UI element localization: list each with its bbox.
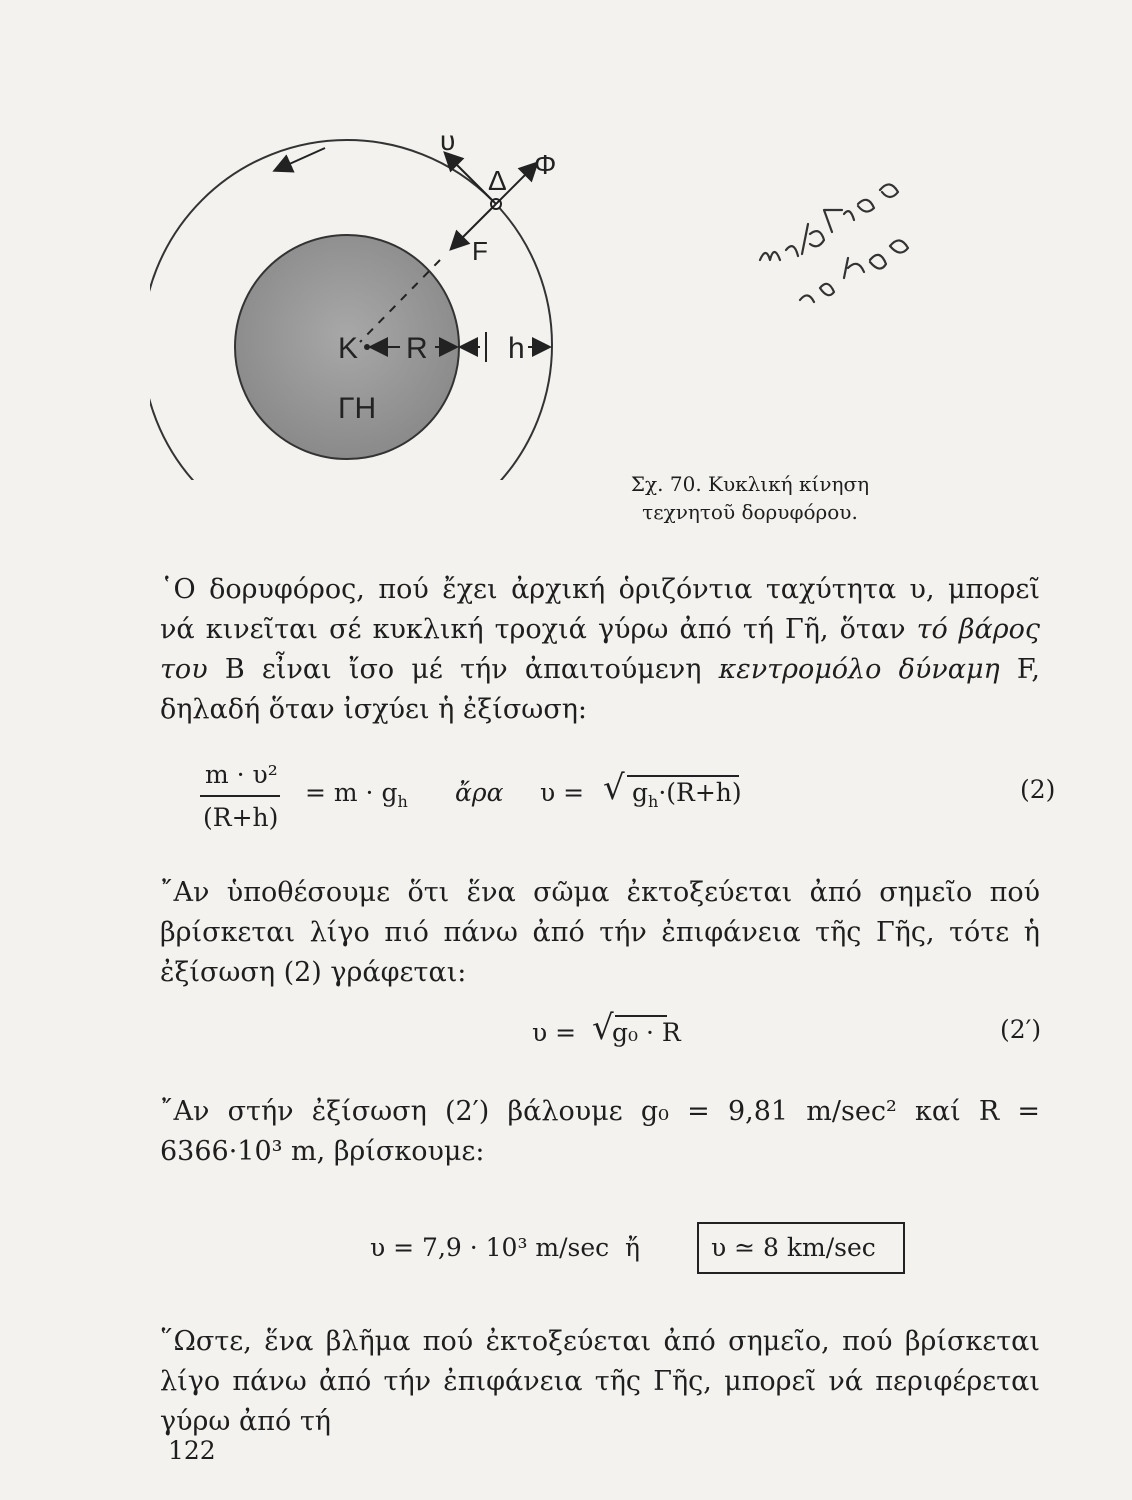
equation-denominator: (R+h) bbox=[203, 803, 279, 832]
label-radius: R bbox=[406, 332, 428, 365]
result-or: ἤ bbox=[625, 1233, 640, 1262]
g-subscript-h: h bbox=[397, 792, 408, 811]
center-point bbox=[364, 344, 370, 350]
paragraph-substitution: ῎Αν στήν ἐξίσωση (2′) βάλουμε g₀ = 9,81 m/sec² καί R = 6366·10³ m, βρίσκουμε: bbox=[160, 1096, 1040, 1167]
equation-number-2: (2) bbox=[1020, 775, 1056, 804]
figure-caption: Σχ. 70. Κυκλική κίνηση τεχνητοῦ δορυφόρου. bbox=[630, 472, 870, 524]
orbit-direction-arrow bbox=[276, 148, 325, 170]
text-run: ῾Ο δορυφόρος, πού ἔχει ἀρχική ὁριζόντια ταχύτητα υ, μπορεῖ νά κινεῖται σέ κυκλική τροχιά γύρω ἀπό τή Γῆ, ὅταν bbox=[160, 574, 1040, 645]
result-value: υ = 7,9 · 10³ m/sec bbox=[370, 1233, 610, 1262]
text-run: F, δηλαδή ὅταν ἰσχύει ἡ ἐξίσωση: bbox=[160, 654, 1040, 725]
equation2p-radicand: g₀ · R bbox=[612, 1018, 681, 1047]
page-number: 122 bbox=[168, 1436, 216, 1465]
paragraph-conclusion: ῞Ωστε, ἕνα βλῆμα πού ἐκτοξεύεται ἀπό σημεῖο, πού βρίσκεται λίγο πάνω ἀπό τήν ἐπιφάνεια τῆς Γῆς, μπορεῖ νά περιφέρεται γύρω ἀπό τή bbox=[160, 1326, 1040, 1437]
label-earth: ΓΗ bbox=[338, 392, 377, 425]
italic-phrase: τό βάρος του bbox=[160, 614, 1040, 685]
label-force: F bbox=[472, 236, 488, 266]
paragraph-satellite-condition bbox=[160, 570, 1040, 730]
sqrt-symbol: √ bbox=[603, 768, 625, 808]
equation-radicand bbox=[632, 778, 742, 811]
radicand-g: g bbox=[632, 778, 649, 807]
paragraph-hypothesis: ῎Αν ὑποθέσουμε ὅτι ἕνα σῶμα ἐκτοξεύεται ἀπό σημεῖο πού βρίσκεται λίγο πιό πάνω ἀπό τήν ἐπιφάνεια τῆς Γῆς, τότε ἡ ἐξίσωση (2) γράφεται: bbox=[160, 877, 1040, 988]
label-center: K bbox=[338, 332, 359, 365]
label-height: h bbox=[508, 332, 525, 365]
radicand-rest: ·(R+h) bbox=[658, 778, 742, 807]
equation-ara: ἄρα bbox=[455, 778, 504, 807]
sqrt-overline bbox=[627, 775, 739, 777]
result-boxed: υ ≃ 8 km/sec bbox=[697, 1222, 905, 1274]
equation-numerator: m · υ² bbox=[205, 760, 278, 789]
equals-mg-text: = m · g bbox=[305, 778, 398, 807]
sqrt2-overline bbox=[615, 1015, 667, 1017]
equation-v-equals: υ = bbox=[540, 778, 585, 807]
italic-phrase: κεντρομόλο δύναμη bbox=[718, 654, 1000, 685]
label-phi: Φ bbox=[534, 149, 557, 180]
text-run: B εἶναι ἴσο μέ τήν ἀπαιτούμενη bbox=[207, 654, 719, 685]
radicand-sub: h bbox=[648, 792, 659, 811]
handwritten-note bbox=[740, 150, 960, 310]
label-delta: Δ bbox=[488, 165, 507, 196]
label-upsilon: υ bbox=[440, 125, 456, 156]
equation2p-lhs: υ = bbox=[532, 1018, 577, 1047]
equation-equals-mg bbox=[305, 778, 408, 811]
equation-number-2prime: (2′) bbox=[1000, 1015, 1042, 1044]
fraction-bar bbox=[200, 795, 280, 797]
sqrt2-symbol: √ bbox=[592, 1008, 614, 1048]
satellite-orbit-figure bbox=[150, 110, 610, 480]
